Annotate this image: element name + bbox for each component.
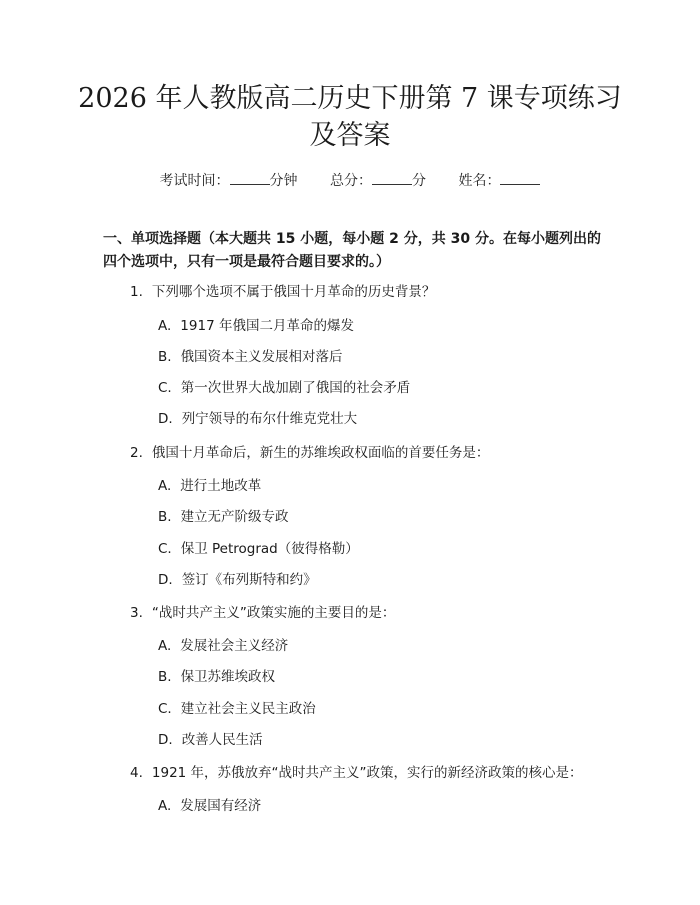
exam-meta — [0, 170, 700, 190]
option-text: 第一次世界大战加剧了俄国的社会矛盾 — [180, 380, 411, 396]
option-text: 列宁领导的布尔什维克党壮大 — [181, 411, 358, 427]
question-3-option-d — [158, 728, 263, 748]
exam-time — [160, 173, 302, 189]
question-2-option-b — [158, 505, 289, 525]
question-2 — [130, 441, 489, 461]
exam-score — [330, 173, 430, 189]
question-text: 1921 年，苏俄放弃“战时共产主义”政策，实行的新经济政策的核心是： — [151, 765, 583, 781]
title-line-2: 及答案 — [309, 120, 391, 151]
exam-name-blank — [500, 172, 540, 185]
exam-name — [458, 173, 540, 189]
question-3-option-b — [158, 665, 275, 685]
exam-time-label: 考试时间： — [159, 173, 230, 189]
option-text: 建立社会主义民主政治 — [180, 701, 316, 717]
option-text: 发展社会主义经济 — [180, 638, 289, 654]
question-3-option-c — [158, 697, 316, 717]
option-text: 进行土地改革 — [180, 478, 262, 494]
exam-time-blank — [230, 172, 270, 185]
question-2-option-d — [158, 568, 317, 588]
option-letter: D. — [158, 572, 173, 588]
option-letter: A. — [158, 798, 172, 814]
option-letter: C. — [158, 701, 172, 717]
option-letter: C. — [158, 541, 172, 557]
option-text: 发展国有经济 — [180, 798, 262, 814]
exam-score-blank — [372, 172, 412, 185]
question-number: 2. — [130, 445, 143, 461]
exam-time-unit: 分钟 — [269, 173, 298, 189]
option-letter: C. — [158, 380, 172, 396]
exam-name-label: 姓名： — [458, 173, 501, 189]
question-1-option-b — [158, 345, 343, 365]
option-text: 建立无产阶级专政 — [180, 509, 289, 525]
exam-score-unit: 分 — [412, 173, 426, 189]
question-2-option-a — [158, 474, 261, 494]
option-letter: B. — [158, 509, 172, 525]
question-text: 下列哪个选项不属于俄国十月革命的历史背景？ — [151, 284, 436, 300]
question-number: 3. — [130, 605, 143, 621]
exam-score-label: 总分： — [330, 173, 372, 189]
option-letter: B. — [158, 349, 172, 365]
option-letter: A. — [158, 478, 172, 494]
question-3 — [130, 601, 395, 621]
option-text: 保卫 Petrograd（彼得格勒） — [180, 541, 359, 557]
section-heading: 一、单项选择题（本大题共 15 小题，每小题 2 分，共 30 分。在每小题列出的四个选项中，只有一项是最符合题目要求的。） — [103, 231, 601, 270]
title-line-1: 2026 年人教版高二历史下册第 7 课专项练习 — [78, 83, 622, 114]
option-letter: B. — [158, 669, 172, 685]
option-letter: D. — [158, 732, 173, 748]
question-4 — [130, 761, 583, 781]
question-3-option-a — [158, 634, 288, 654]
option-letter: D. — [158, 411, 173, 427]
question-1-option-a — [158, 314, 354, 334]
question-number: 4. — [130, 765, 143, 781]
option-text: 保卫苏维埃政权 — [180, 669, 276, 685]
option-text: 1917 年俄国二月革命的爆发 — [180, 318, 354, 334]
question-1 — [130, 280, 435, 300]
question-text: “战时共产主义”政策实施的主要目的是： — [151, 605, 396, 621]
question-2-option-c — [158, 537, 359, 557]
option-letter: A. — [158, 638, 172, 654]
option-text: 签订《布列斯特和约》 — [181, 572, 317, 588]
question-text: 俄国十月革命后，新生的苏维埃政权面临的首要任务是： — [151, 445, 490, 461]
question-4-option-a — [158, 794, 261, 814]
option-text: 俄国资本主义发展相对落后 — [180, 349, 343, 365]
question-1-option-d — [158, 407, 357, 427]
question-number: 1. — [130, 284, 143, 300]
document-title — [60, 80, 640, 154]
option-letter: A. — [158, 318, 172, 334]
question-1-option-c — [158, 376, 410, 396]
option-text: 改善人民生活 — [181, 732, 263, 748]
